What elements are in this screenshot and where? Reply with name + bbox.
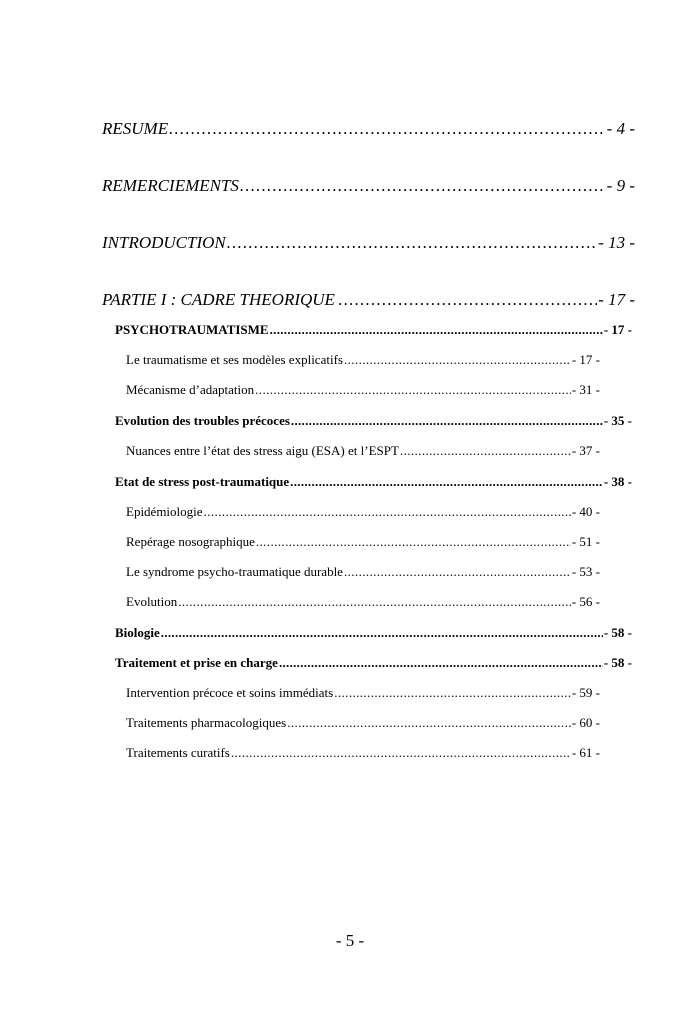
toc-entry-title: INTRODUCTION bbox=[102, 233, 226, 252]
toc-entry-page: - 37 - bbox=[571, 443, 600, 458]
toc-subsection-traitements-curatifs[interactable] bbox=[126, 745, 600, 761]
toc-subsection-traumatisme-modeles[interactable] bbox=[126, 352, 600, 368]
toc-entry-title: Intervention précoce et soins immédiats bbox=[126, 685, 334, 700]
dot-leader bbox=[334, 685, 571, 701]
toc-entry-title: RESUME bbox=[102, 119, 169, 138]
dot-leader bbox=[240, 176, 606, 196]
dot-leader bbox=[344, 352, 571, 368]
toc-entry-page: - 31 - bbox=[571, 382, 600, 397]
toc-section-biologie[interactable] bbox=[115, 625, 632, 641]
toc-entry-resume[interactable] bbox=[102, 119, 635, 139]
toc-entry-page: - 17 - bbox=[603, 322, 632, 337]
toc-entry-page: - 40 - bbox=[571, 504, 600, 519]
toc-entry-title: Traitement et prise en charge bbox=[115, 655, 278, 670]
toc-entry-title: Le syndrome psycho-traumatique durable bbox=[126, 564, 343, 579]
toc-section-psychotraumatisme[interactable] bbox=[115, 322, 632, 338]
toc-entry-title: Repérage nosographique bbox=[126, 534, 255, 549]
dot-leader bbox=[287, 715, 571, 731]
toc-entry-page: - 51 - bbox=[571, 534, 600, 549]
dot-leader bbox=[400, 443, 571, 459]
page-number: - 5 - bbox=[335, 931, 365, 950]
dot-leader bbox=[178, 594, 571, 610]
toc-entry-page: - 9 - bbox=[606, 176, 635, 195]
toc-entry-page: - 17 - bbox=[571, 352, 600, 367]
toc-entry-page: - 56 - bbox=[571, 594, 600, 609]
dot-leader bbox=[231, 745, 571, 761]
toc-entry-title: Evolution des troubles précoces bbox=[115, 413, 290, 428]
dot-leader bbox=[344, 564, 571, 580]
toc-subsection-traitements-pharmacologiques[interactable] bbox=[126, 715, 600, 731]
toc-entry-title: Biologie bbox=[115, 625, 160, 640]
toc-entry-partie-1[interactable] bbox=[102, 290, 635, 310]
dot-leader bbox=[256, 534, 571, 550]
toc-entry-title: Epidémiologie bbox=[126, 504, 203, 519]
dot-leader bbox=[161, 625, 603, 641]
toc-section-etat-stress-post-traumatique[interactable] bbox=[115, 474, 632, 490]
toc-entry-page: - 60 - bbox=[571, 715, 600, 730]
dot-leader bbox=[255, 382, 571, 398]
toc-entry-title: Nuances entre l’état des stress aigu (ESA) et l’ESPT bbox=[126, 443, 399, 458]
toc-subsection-nuances-esa-espt[interactable] bbox=[126, 443, 600, 459]
toc-subsection-epidemiologie[interactable] bbox=[126, 504, 600, 520]
toc-subsection-reperage-nosographique[interactable] bbox=[126, 534, 600, 550]
toc-entry-title: REMERCIEMENTS bbox=[102, 176, 239, 195]
toc-entry-page: - 4 - bbox=[606, 119, 635, 138]
dot-leader bbox=[290, 474, 603, 490]
toc-entry-title: Etat de stress post-traumatique bbox=[115, 474, 290, 489]
toc-entry-introduction[interactable] bbox=[102, 233, 635, 253]
toc-subsection-evolution[interactable] bbox=[126, 594, 600, 610]
toc-section-traitement[interactable] bbox=[115, 655, 632, 671]
toc-entry-title: PARTIE I : CADRE THEORIQUE bbox=[102, 290, 335, 309]
dot-leader bbox=[291, 413, 603, 429]
toc-subsection-intervention-precoce[interactable] bbox=[126, 685, 600, 701]
dot-leader bbox=[204, 504, 571, 520]
toc-subsection-syndrome-durable[interactable] bbox=[126, 564, 600, 580]
toc-entry-title: Le traumatisme et ses modèles explicatifs bbox=[126, 352, 343, 367]
toc-entry-page: - 59 - bbox=[571, 685, 600, 700]
toc-entry-page: - 58 - bbox=[603, 655, 632, 670]
toc-section-evolution-troubles[interactable] bbox=[115, 413, 632, 429]
dot-leader bbox=[270, 322, 603, 338]
dot-leader bbox=[279, 655, 603, 671]
dot-leader bbox=[227, 233, 597, 253]
toc-entry-title: Evolution bbox=[126, 594, 178, 609]
toc-entry-page: - 58 - bbox=[603, 625, 632, 640]
toc-entry-title: Traitements curatifs bbox=[126, 745, 230, 760]
toc-entry-page: - 13 - bbox=[598, 233, 635, 252]
toc-entry-page: - 17 - bbox=[598, 290, 635, 309]
toc-subsection-mecanisme-adaptation[interactable] bbox=[126, 382, 600, 398]
toc-entry-title: PSYCHOTRAUMATISME bbox=[115, 322, 269, 337]
toc-entry-remerciements[interactable] bbox=[102, 176, 635, 196]
toc-entry-page: - 38 - bbox=[603, 474, 632, 489]
toc-entry-title: Traitements pharmacologiques bbox=[126, 715, 287, 730]
toc-entry-page: - 61 - bbox=[571, 745, 600, 760]
dot-leader bbox=[339, 290, 598, 310]
toc-entry-page: - 53 - bbox=[571, 564, 600, 579]
dot-leader bbox=[169, 119, 606, 139]
toc-entry-page: - 35 - bbox=[603, 413, 632, 428]
toc-entry-title: Mécanisme d’adaptation bbox=[126, 382, 255, 397]
